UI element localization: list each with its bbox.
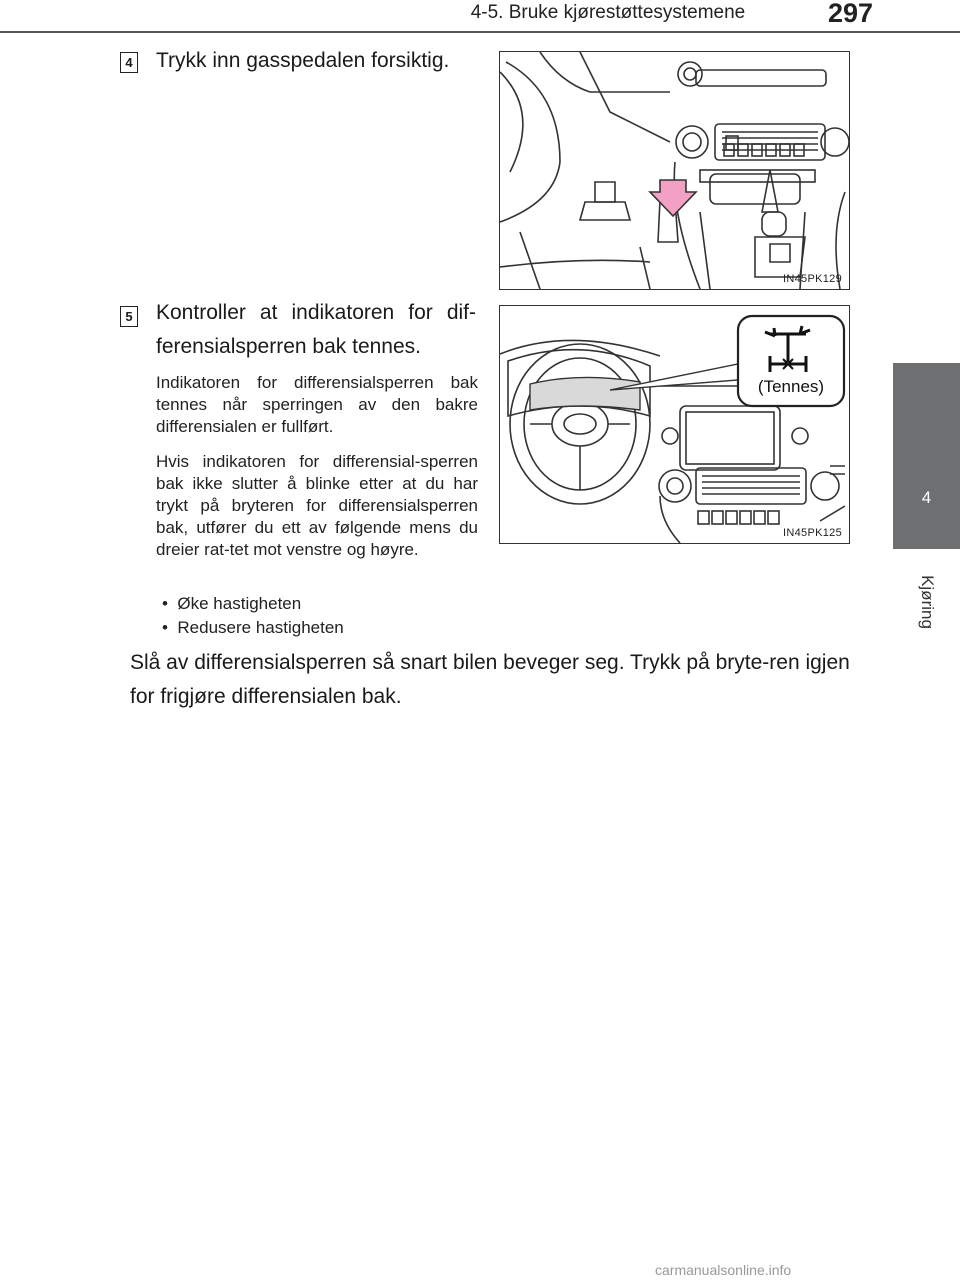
chapter-tab xyxy=(893,363,960,549)
chapter-number: 4 xyxy=(921,488,932,507)
figure-code: IN45PK129 xyxy=(783,273,842,285)
chapter-label-box xyxy=(893,562,960,642)
dashboard-illustration xyxy=(500,306,849,543)
bullet-text: Redusere hastigheten xyxy=(177,618,344,637)
press-arrow xyxy=(650,180,696,216)
callout-label: (Tennes) xyxy=(757,377,825,396)
pedal-illustration xyxy=(500,52,849,289)
figure-code: IN45PK125 xyxy=(783,527,842,539)
figure-indicator-light xyxy=(499,305,850,544)
header-divider xyxy=(0,31,960,33)
note-paragraph: Hvis indikatoren for differensial-sperren bak ikke slutter å blinke etter at du har trykt på bryteren for differensialsperren bak, utfører du ett av følgende mens du dreier rat-tet mot venstre og høyre. xyxy=(156,452,478,559)
figure-accelerator-pedal xyxy=(499,51,850,290)
closing-paragraph: Slå av differensialsperren så snart bilen beveger seg. Trykk på bryte-ren igjen for frigjøre differensialen bak. xyxy=(130,651,850,708)
step-instruction: Trykk inn gasspedalen forsiktig. xyxy=(156,49,450,72)
step-number-badge: 5 xyxy=(120,306,138,327)
indicator-highlight xyxy=(530,377,640,410)
note-paragraph: Indikatoren for differensialsperren bak tennes når sperringen av den bakre differensialen er fullført. xyxy=(156,373,478,436)
step-number-badge: 4 xyxy=(120,52,138,73)
bullet-item: • Øke hastigheten xyxy=(162,594,302,613)
bullet-item: • Redusere hastigheten xyxy=(162,618,344,637)
bullet-text: Øke hastigheten xyxy=(177,594,302,613)
step-instruction: Kontroller at indikatoren for dif-ferensialsperren bak tennes. xyxy=(156,301,476,358)
section-title: 4-5. Bruke kjørestøttesystemene xyxy=(470,2,746,23)
chapter-label: Kjøring xyxy=(917,575,937,629)
watermark: carmanualsonline.info xyxy=(655,1262,792,1278)
page-number: 297 xyxy=(828,0,874,28)
